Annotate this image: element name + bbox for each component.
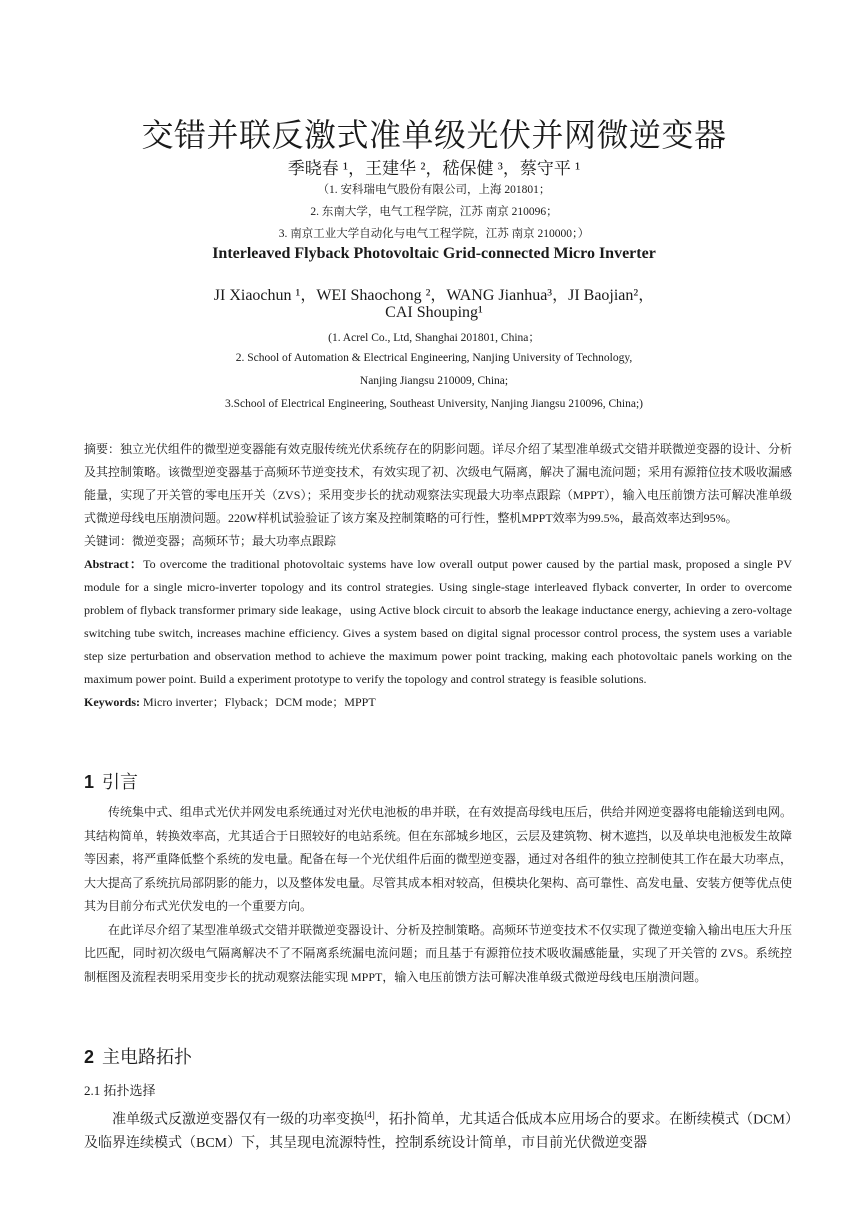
section-2-title: 主电路拓扑 (102, 1047, 193, 1067)
affiliation-en-3: Nanjing Jiangsu 210009, China; (359, 375, 509, 387)
subsection-2-1-text-a: 准单级式反激逆变器仅有一级的功率变换 (112, 1112, 365, 1128)
abstract-cn: 摘要：独立光伏组件的微型逆变器能有效克服传统光伏系统存在的阴影问题。详尽介绍了某型准单级式交错并联微逆变器的设计、分析及其控制策略。该微型逆变器基于高频环节逆变技术，有效实现了初、次级电气隔离，解决了漏电流问题；采用有源箝位技术吸收漏感能量，实现了开关管的零电压开关（ZVS）；采用变步长的扰动观察法实现最大功率点跟踪（MPPT），输入电压前馈方法可解决准单级式微逆母线电压崩溃问题。220W样机试验验证了该方案及控制策略的可行性，整机MPPT效率为99.5%，最高效率达到95%。 (84, 442, 793, 525)
section-2-number: 2 (84, 1047, 95, 1067)
affiliation-en-1: (1. Acrel Co., Ltd, Shanghai 201801, China； (328, 332, 540, 344)
subsection-2-1-text-b: ，拓扑简单，尤其适合低成本应用场合的要求。在断续模式（DCM）及临界连续模式（BCM）下，其呈现电流源特性，控制系统设计简单，市目前光伏微逆变器 (84, 1112, 792, 1152)
abstract-en (84, 553, 792, 691)
keywords-en (84, 691, 792, 714)
section-1-paragraph-2: 在此详尽介绍了某型准单级式交错并联微逆变器设计、分析及控制策略。高频环节逆变技术不仅实现了微逆变输入输出电压大升压比匹配，同时初次级电气隔离解决不了不隔离系统漏电流问题；而且基于有源箝位技术吸收漏感能量，实现了开关管的 ZVS。系统控制框图及流程表明采用变步长的扰动观察法能实现 MPPT，输入电压前馈方法可解决准单级式微逆母线电压崩溃问题。 (84, 922, 793, 984)
section-1-paragraph-1: 传统集中式、组串式光伏并网发电系统通过对光伏电池板的串并联，在有效提高母线电压后，供给并网逆变器将电能输送到电网。其结构简单，转换效率高，尤其适合于日照较好的电站系统。但在东部城乡地区，云层及建筑物、树木遮挡，以及单块电池板发生故障等因素，将严重降低整个系统的发电量。配备在每一个光伏组件后面的微型逆变器，通过对各组件的独立控制使其工作在最大功率点，大大提高了系统抗局部阴影的能力，以及整体发电量。尽管其成本相对较高，但模块化架构、高可靠性、高发电量、安装方便等优点使其为目前分布式光伏发电的一个重要方向。 (84, 805, 793, 913)
paper-title-en: Interleaved Flyback Photovoltaic Grid-connected Micro Inverter (212, 245, 656, 262)
section-1-number: 1 (84, 772, 95, 792)
abstract-en-label: Abstract： (84, 557, 144, 571)
keywords-en-text: Micro inverter；Flyback；DCM mode；MPPT (140, 695, 376, 709)
affiliation-cn-1: （1. 安科瑞电气股份有限公司，上海 201801； (317, 184, 551, 196)
keywords-en-label: Keywords: (84, 695, 140, 709)
authors-cn: 季晓春 ¹，王建华 ²，嵇保健 ³，蔡守平 ¹ (287, 159, 581, 178)
affiliation-en-2: 2. School of Automation & Electrical Engineering, Nanjing University of Technology, (235, 352, 633, 364)
subsection-2-1-body (84, 1104, 792, 1156)
citation-ref: [4] (364, 1110, 375, 1120)
section-1-heading (84, 768, 138, 794)
affiliation-cn-3: 3. 南京工业大学自动化与电气工程学院，江苏 南京 210000；） (278, 228, 590, 240)
abstract-en-text: To overcome the traditional photovoltaic systems have low overall output power caused by the partial mask, proposed a single PV module for a single micro-inverter topology and its control strategies. Using single-stage interleaved flyback converter, In order to overcome problem of flyback transformer primary side leakage，using Active block circuit to absorb the leakage inductance energy, achieving a zero-voltage switching tube switch, increases machine efficiency. Gives a system based on digital signal processor control process, the system uses a variable step size perturbation and observation method to achieve the maximum power point tracking, making each photovoltaic panels working on the maximum power point. Build a experiment prototype to verify the topology and control strategy is feasible solutions. (84, 557, 793, 686)
section-2-heading (84, 1043, 192, 1069)
authors-en-line2: CAI Shouping¹ (385, 304, 483, 321)
paper-title-cn: 交错并联反激式准单级光伏并网微逆变器 (141, 117, 727, 153)
subsection-2-1-heading: 2.1 拓扑选择 (84, 1083, 156, 1098)
keywords-cn: 关键词：微逆变器；高频环节；最大功率点跟踪 (84, 534, 337, 548)
affiliation-cn-2: 2. 东南大学，电气工程学院，江苏 南京 210096； (310, 206, 558, 218)
affiliation-en-4: 3.School of Electrical Engineering, Southeast University, Nanjing Jiangsu 210096, China;) (225, 398, 643, 410)
section-1-title: 引言 (102, 772, 139, 792)
abstract-section (84, 438, 792, 714)
authors-en-line1: JI Xiaochun ¹，WEI Shaochong ²，WANG Jianhua³，JI Baojian²， (213, 287, 655, 304)
subsection-2-1-paragraph (84, 1104, 792, 1156)
section-1-body (84, 801, 792, 989)
